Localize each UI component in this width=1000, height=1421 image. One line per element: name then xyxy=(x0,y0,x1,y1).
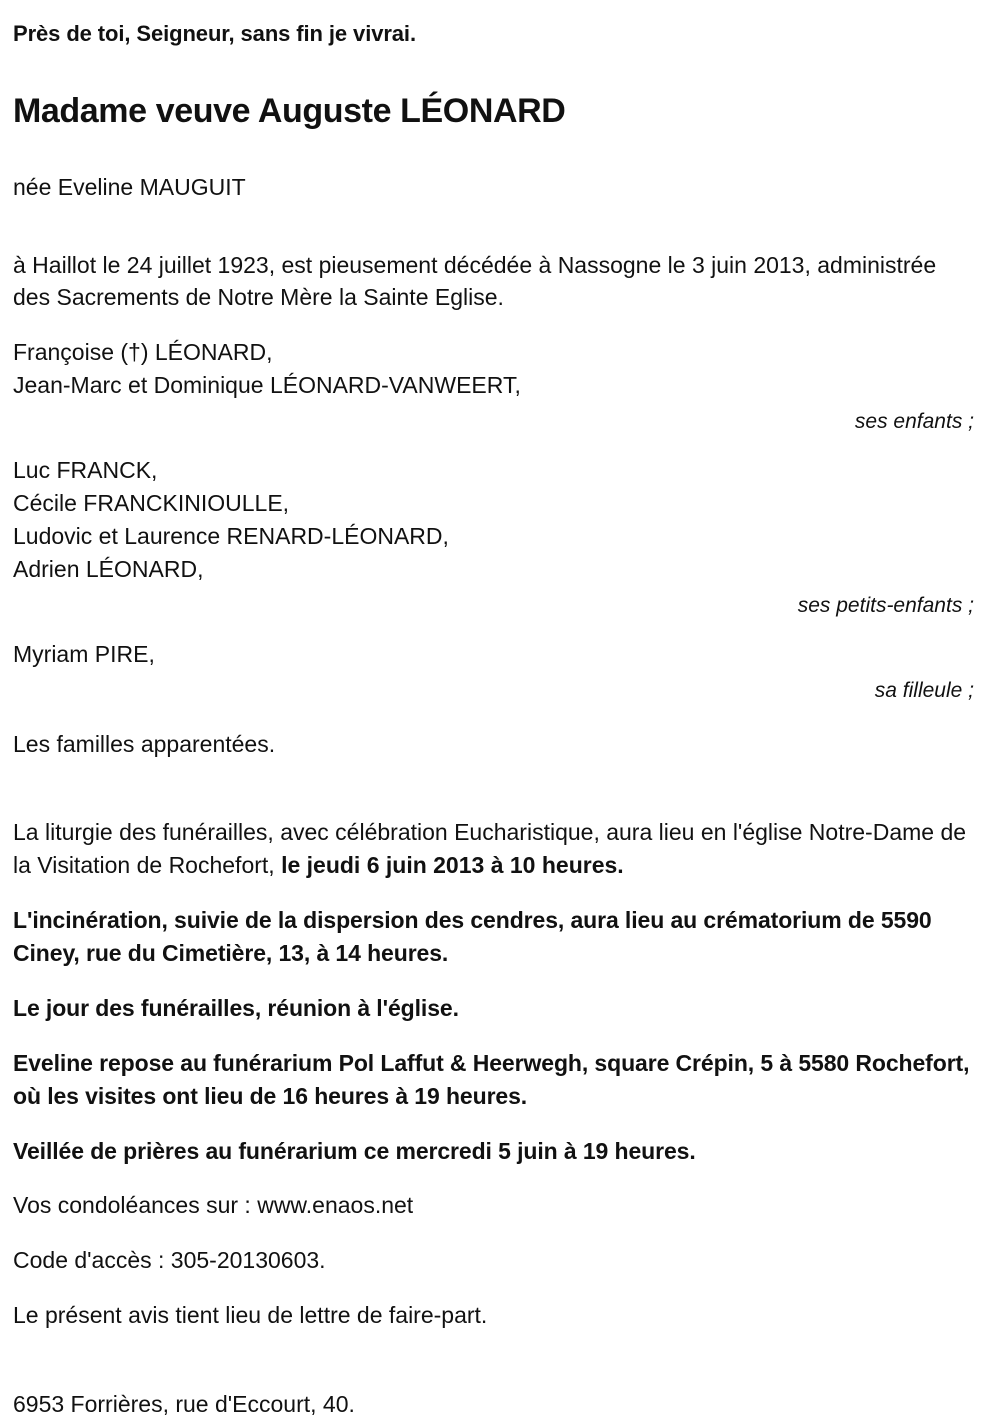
liturgy-text-bold: le jeudi 6 juin 2013 à 10 heures. xyxy=(281,852,624,879)
deceased-name-heading: Madame veuve Auguste LÉONARD xyxy=(13,91,566,130)
survivor-line: Françoise (†) LÉONARD, xyxy=(13,339,273,366)
condolences-website-line: Vos condoléances sur : www.enaos.net xyxy=(13,1192,414,1219)
survivor-line: Ludovic et Laurence RENARD-LÉONARD, xyxy=(13,523,449,550)
survivor-line: Luc FRANCK, xyxy=(13,457,158,484)
faire-part-notice-line: Le présent avis tient lieu de lettre de faire-part. xyxy=(13,1302,488,1329)
epitaph-line: Près de toi, Seigneur, sans fin je vivrai. xyxy=(13,21,416,46)
survivors-grandchildren-group xyxy=(13,454,984,620)
survivor-line: Adrien LÉONARD, xyxy=(13,556,204,583)
survivor-line: Jean-Marc et Dominique LÉONARD-VANWEERT, xyxy=(13,372,521,399)
access-code-line: Code d'accès : 305-20130603. xyxy=(13,1247,326,1274)
liturgy-text-normal: La liturgie des funérailles, avec célébration Eucharistique, aura lieu en l'église Notre-Dame de la Visitation de Rochefort, xyxy=(13,819,967,879)
vigil-paragraph: Veillée de prières au funérarium ce mercredi 5 juin à 19 heures. xyxy=(13,1137,696,1164)
maiden-name-line: née Eveline MAUGUIT xyxy=(13,173,246,200)
relation-label-children: ses enfants ; xyxy=(854,410,974,434)
survivors-children-group xyxy=(13,336,984,436)
birth-and-death-paragraph: à Haillot le 24 juillet 1923, est pieusement décédée à Nassogne le 3 juin 2013, administrée des Sacrements de Notre Mère la Sainte Eglise. xyxy=(13,251,937,311)
liturgy-paragraph xyxy=(13,816,979,882)
survivor-line: Myriam PIRE, xyxy=(13,641,155,668)
relation-label-grandchildren: ses petits-enfants ; xyxy=(797,593,974,617)
survivors-goddaughter-group xyxy=(13,638,984,705)
funerarium-paragraph: Eveline repose au funérarium Pol Laffut & Heerwegh, square Crépin, 5 à 5580 Rochefort, où les visites ont lieu de 16 heures à 19 heures. xyxy=(13,1049,970,1109)
gathering-paragraph: Le jour des funérailles, réunion à l'église. xyxy=(13,994,459,1021)
related-families-line: Les familles apparentées. xyxy=(13,730,276,757)
relation-label-goddaughter: sa filleule ; xyxy=(874,679,974,703)
survivor-line: Cécile FRANCKINIOULLE, xyxy=(13,490,290,517)
family-address-line: 6953 Forrières, rue d'Eccourt, 40. xyxy=(13,1391,355,1417)
cremation-paragraph: L'incinération, suivie de la dispersion des cendres, aura lieu au crématorium de 5590 Ciney, rue du Cimetière, 13, à 14 heures. xyxy=(13,907,932,966)
